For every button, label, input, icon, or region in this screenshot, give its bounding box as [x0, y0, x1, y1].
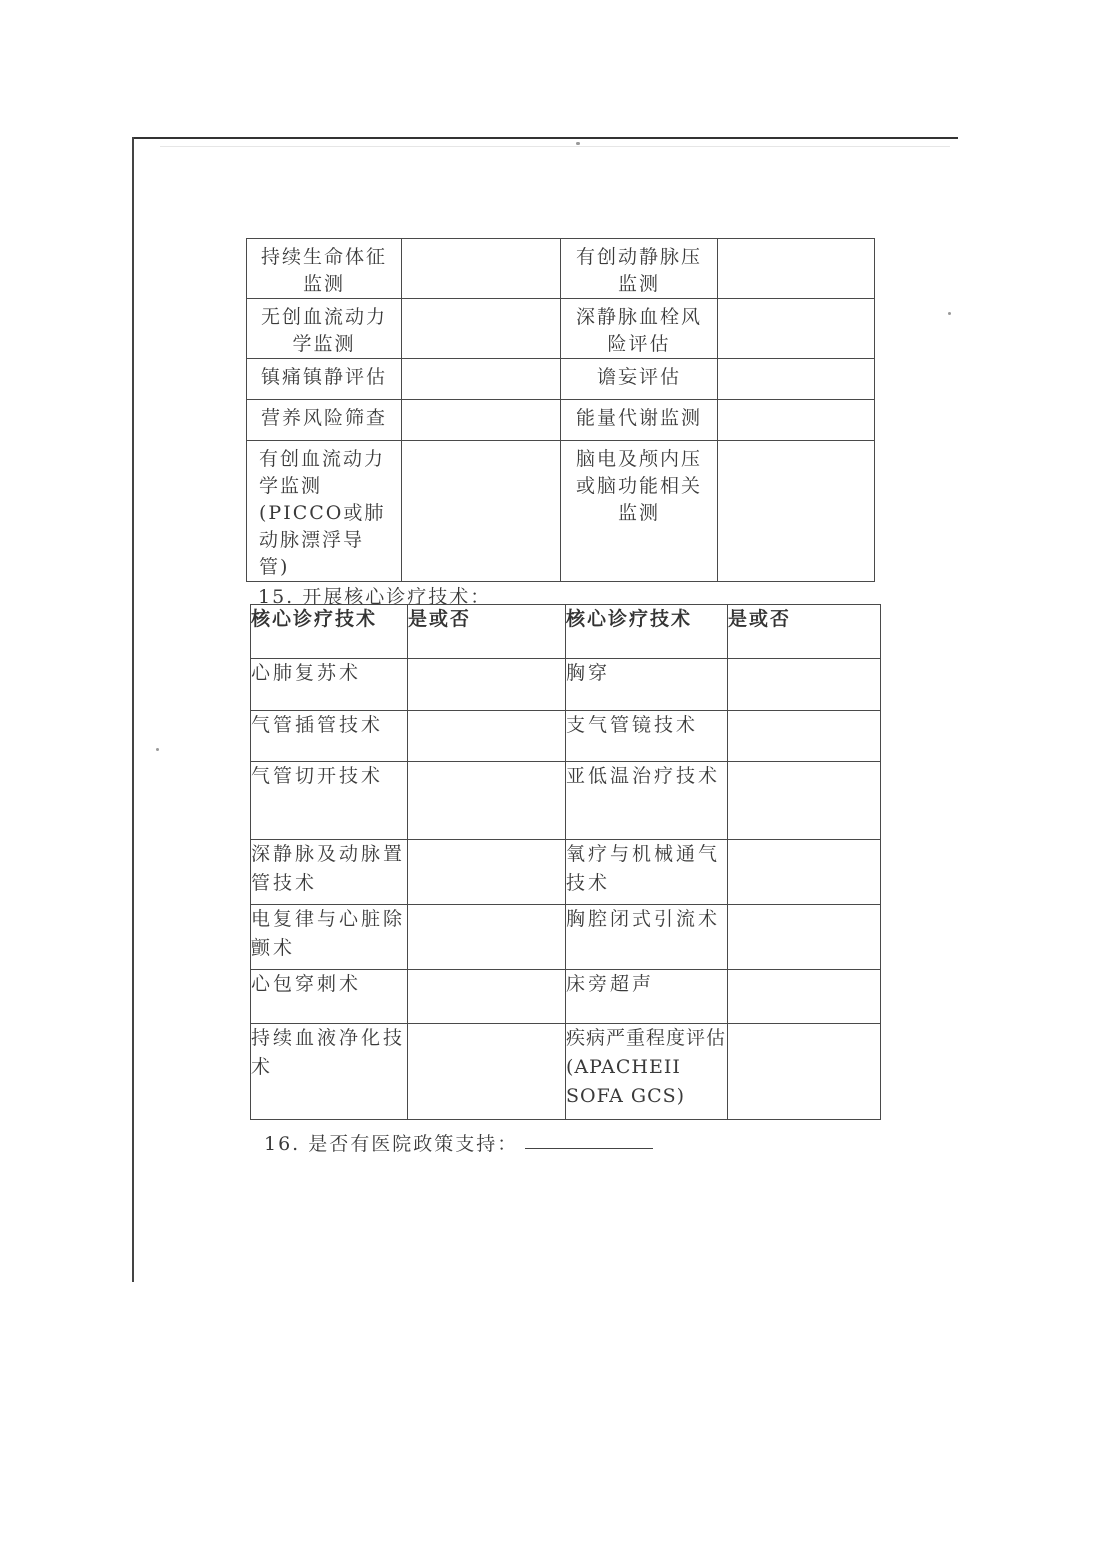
section-16-question: 16. 是否有医院政策支持： [264, 1133, 519, 1155]
technique-label: 床旁超声 [566, 970, 728, 1024]
answer-cell[interactable] [728, 1024, 881, 1120]
answer-cell[interactable] [408, 840, 566, 905]
technique-label: 疾病严重程度评估 (APACHEII SOFA GCS) [566, 1024, 728, 1120]
answer-cell[interactable] [728, 659, 881, 711]
table-row [251, 970, 881, 1024]
technique-label: 电复律与心脏除颤术 [251, 905, 408, 970]
scan-border-left [132, 137, 134, 1282]
column-header: 核心诊疗技术 [251, 605, 408, 659]
item-label: 有创血流动力学监测(PICCO或肺动脉漂浮导管) [247, 441, 402, 582]
item-label: 谵妄评估 [561, 359, 718, 400]
technique-label: 持续血液净化技术 [251, 1024, 408, 1120]
answer-cell[interactable] [408, 905, 566, 970]
technique-label: 气管切开技术 [251, 762, 408, 840]
answer-cell[interactable] [718, 441, 875, 582]
technique-label: 心肺复苏术 [251, 659, 408, 711]
scan-border-top [134, 137, 958, 139]
table-row [247, 400, 875, 441]
answer-cell[interactable] [728, 762, 881, 840]
answer-cell[interactable] [402, 299, 561, 359]
table-row [251, 659, 881, 711]
technique-label: 支气管镜技术 [566, 711, 728, 762]
answer-cell[interactable] [728, 905, 881, 970]
answer-cell[interactable] [728, 970, 881, 1024]
item-label: 脑电及颅内压或脑功能相关监测 [561, 441, 718, 582]
table-row [251, 711, 881, 762]
answer-cell[interactable] [728, 840, 881, 905]
answer-cell[interactable] [408, 1024, 566, 1120]
section-15-caption: 15. 开展核心诊疗技术： [258, 586, 492, 608]
technique-label: 心包穿刺术 [251, 970, 408, 1024]
answer-cell[interactable] [718, 299, 875, 359]
table-row [247, 239, 875, 299]
column-header: 是或否 [728, 605, 881, 659]
scan-speck [576, 142, 580, 145]
core-techniques-table [250, 604, 881, 1120]
item-label: 镇痛镇静评估 [247, 359, 402, 400]
technique-label: 气管插管技术 [251, 711, 408, 762]
table-row [251, 905, 881, 970]
answer-cell[interactable] [402, 239, 561, 299]
answer-cell[interactable] [718, 359, 875, 400]
table-row [247, 359, 875, 400]
answer-cell[interactable] [402, 441, 561, 582]
item-label: 无创血流动力学监测 [247, 299, 402, 359]
table-row [251, 840, 881, 905]
column-header: 是或否 [408, 605, 566, 659]
table-row [247, 299, 875, 359]
technique-label: 亚低温治疗技术 [566, 762, 728, 840]
answer-cell[interactable] [408, 711, 566, 762]
item-label: 能量代谢监测 [561, 400, 718, 441]
table-header-row [251, 605, 881, 659]
answer-cell[interactable] [408, 762, 566, 840]
answer-cell[interactable] [402, 400, 561, 441]
answer-cell[interactable] [718, 239, 875, 299]
scan-faint-line [160, 146, 950, 147]
policy-support-answer-blank[interactable] [525, 1148, 653, 1149]
answer-cell[interactable] [408, 970, 566, 1024]
answer-cell[interactable] [728, 711, 881, 762]
item-label: 营养风险筛查 [247, 400, 402, 441]
answer-cell[interactable] [718, 400, 875, 441]
scan-speck [948, 312, 951, 315]
technique-label: 氧疗与机械通气技术 [566, 840, 728, 905]
table-row [251, 762, 881, 840]
answer-cell[interactable] [408, 659, 566, 711]
item-label: 持续生命体征监测 [247, 239, 402, 299]
monitoring-table [246, 238, 875, 582]
column-header: 核心诊疗技术 [566, 605, 728, 659]
answer-cell[interactable] [402, 359, 561, 400]
scan-speck [156, 748, 159, 751]
technique-label: 深静脉及动脉置管技术 [251, 840, 408, 905]
technique-label: 胸穿 [566, 659, 728, 711]
table-row [247, 441, 875, 582]
item-label: 有创动静脉压监测 [561, 239, 718, 299]
item-label: 深静脉血栓风险评估 [561, 299, 718, 359]
table-row [251, 1024, 881, 1120]
technique-label: 胸腔闭式引流术 [566, 905, 728, 970]
